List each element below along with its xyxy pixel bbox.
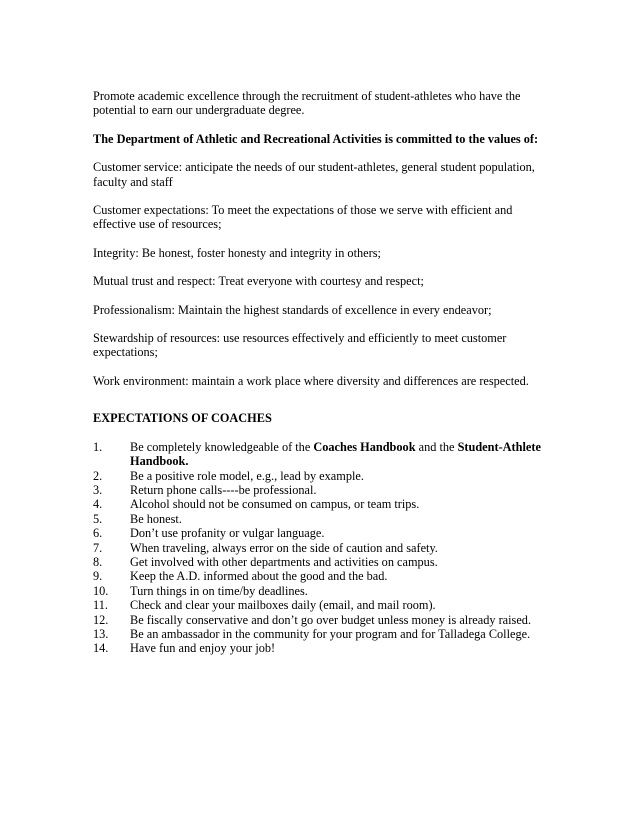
page-content <box>93 89 543 656</box>
item-text: Be a positive role model, e.g., lead by example. <box>130 468 364 483</box>
list-item <box>93 641 543 655</box>
list-item <box>93 598 543 612</box>
student-athlete-handbook-ref: Student-Athlete Handbook. <box>130 439 541 469</box>
item-text: Keep the A.D. informed about the good and the bad. <box>130 569 388 584</box>
expectations-list <box>93 440 543 656</box>
coaches-handbook-ref: Coaches Handbook <box>313 439 416 454</box>
item-number: 3. <box>93 482 103 497</box>
item-text: When traveling, always error on the side of caution and safety. <box>130 540 438 555</box>
value-customer-service: Customer service: anticipate the needs of our student-athletes, general student population, faculty and staff <box>93 160 535 189</box>
list-item <box>93 440 543 469</box>
item-text: Turn things in on time/by deadlines. <box>130 583 308 598</box>
item-number: 12. <box>93 612 109 627</box>
expectations-heading: EXPECTATIONS OF COACHES <box>93 411 272 426</box>
value-mutual-trust: Mutual trust and respect: Treat everyone with courtesy and respect; <box>93 274 424 289</box>
list-item <box>93 526 543 540</box>
item-number: 11. <box>93 598 108 613</box>
value-integrity: Integrity: Be honest, foster honesty and integrity in others; <box>93 245 381 260</box>
item-number: 9. <box>93 569 103 584</box>
list-item <box>93 613 543 627</box>
list-item <box>93 569 543 583</box>
value-work-environment: Work environment: maintain a work place where diversity and differences are respected. <box>93 373 529 388</box>
item-text: Have fun and enjoy your job! <box>130 641 276 656</box>
item-number: 5. <box>93 511 103 526</box>
item-number: 8. <box>93 554 103 569</box>
item-text-part: and the <box>415 439 458 454</box>
list-item <box>93 497 543 511</box>
item-number: 1. <box>93 439 103 454</box>
list-item <box>93 469 543 483</box>
item-text: Return phone calls----be professional. <box>130 482 317 497</box>
item-text: Be fiscally conservative and don’t go over budget unless money is already raised. <box>130 612 532 627</box>
item-text: Check and clear your mailboxes daily (email, and mail room). <box>130 598 436 613</box>
value-stewardship: Stewardship of resources: use resources effectively and efficiently to meet customer expectations; <box>93 331 507 360</box>
item-number: 14. <box>93 641 109 656</box>
list-item <box>93 541 543 555</box>
list-item <box>93 483 543 497</box>
item-text-part: Be completely knowledgeable of the <box>130 439 314 454</box>
item-text: Don’t use profanity or vulgar language. <box>130 526 325 541</box>
item-text: Alcohol should not be consumed on campus, or team trips. <box>130 497 420 512</box>
item-number: 2. <box>93 468 103 483</box>
item-text: Be an ambassador in the community for your program and for Talladega College. <box>130 626 531 641</box>
item-number: 4. <box>93 497 103 512</box>
item-number: 10. <box>93 583 109 598</box>
list-item <box>93 584 543 598</box>
item-number: 13. <box>93 626 109 641</box>
item-text: Get involved with other departments and activities on campus. <box>130 554 438 569</box>
value-professionalism: Professionalism: Maintain the highest standards of excellence in every endeavor; <box>93 302 492 317</box>
values-heading: The Department of Athletic and Recreational Activities is committed to the values of: <box>93 131 539 146</box>
list-item <box>93 512 543 526</box>
item-text <box>130 440 543 469</box>
value-customer-expectations: Customer expectations: To meet the expectations of those we serve with efficient and effective use of resources; <box>93 203 513 232</box>
item-text: Be honest. <box>130 511 182 526</box>
intro-paragraph: Promote academic excellence through the recruitment of student-athletes who have the potential to earn our undergraduate degree. <box>93 89 521 118</box>
list-item <box>93 555 543 569</box>
item-number: 7. <box>93 540 103 555</box>
item-number: 6. <box>93 526 103 541</box>
list-item <box>93 627 543 641</box>
